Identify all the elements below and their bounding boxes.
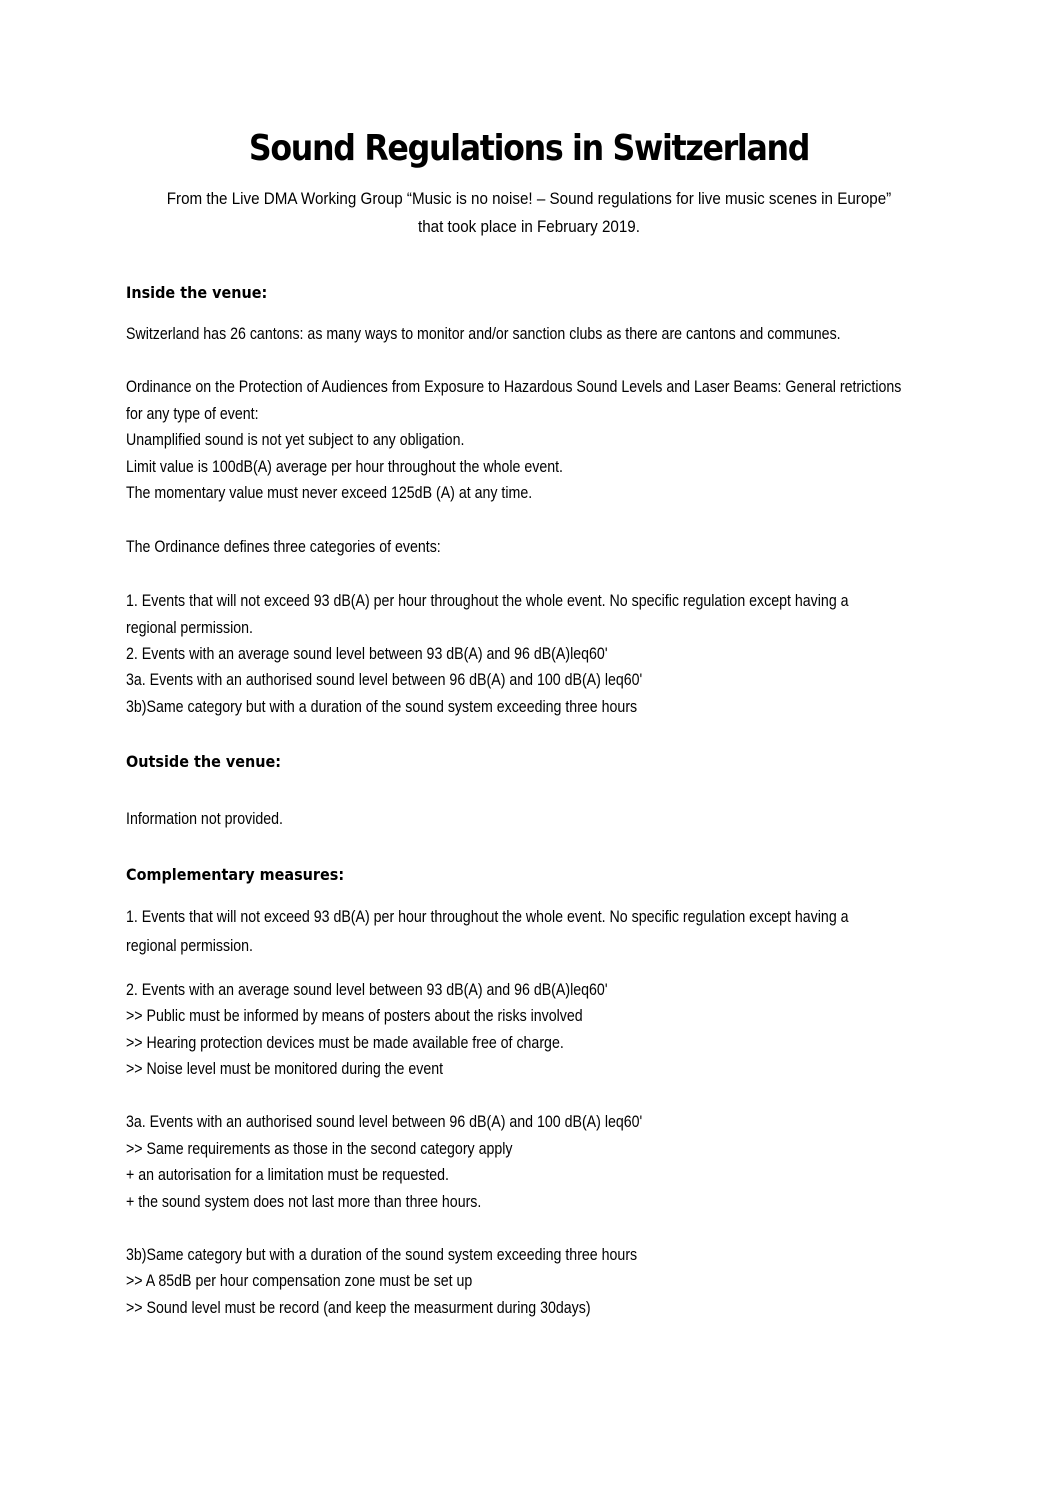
complementary-heading: Complementary measures: bbox=[126, 865, 345, 884]
measure-3a-item-1: >> Same requirements as those in the second category apply bbox=[126, 1140, 513, 1158]
limit-text: Limit value is 100dB(A) average per hour throughout the whole event. bbox=[126, 458, 564, 476]
category-1-line-1: 1. Events that will not exceed 93 dB(A) per hour throughout the whole event. No specific regulation except having a bbox=[126, 592, 849, 610]
category-2: 2. Events with an average sound level between 93 dB(A) and 96 dB(A)leq60' bbox=[126, 645, 608, 663]
outside-venue-text: Information not provided. bbox=[126, 810, 283, 828]
momentary-text: The momentary value must never exceed 125dB (A) at any time. bbox=[126, 484, 533, 502]
unamplified-text: Unamplified sound is not yet subject to any obligation. bbox=[126, 431, 465, 449]
measure-2-item-2: >> Hearing protection devices must be made available free of charge. bbox=[126, 1034, 564, 1052]
subtitle-line-2: that took place in February 2019. bbox=[418, 218, 640, 236]
measure-2-item-3: >> Noise level must be monitored during the event bbox=[126, 1060, 444, 1078]
subtitle-line-1: From the Live DMA Working Group “Music is no noise! – Sound regulations for live music scenes in Europe” bbox=[166, 190, 892, 208]
measure-3a: 3a. Events with an authorised sound level between 96 dB(A) and 100 dB(A) leq60' bbox=[126, 1113, 643, 1131]
categories-intro: The Ordinance defines three categories of events: bbox=[126, 538, 441, 556]
measure-3b: 3b)Same category but with a duration of the sound system exceeding three hours bbox=[126, 1246, 638, 1264]
ordinance-line-1: Ordinance on the Protection of Audiences from Exposure to Hazardous Sound Levels and Laser Beams: General retrictions bbox=[126, 378, 902, 396]
measure-3a-item-3: + the sound system does not last more than three hours. bbox=[126, 1193, 482, 1211]
measure-3a-item-2: + an autorisation for a limitation must be requested. bbox=[126, 1166, 450, 1184]
measure-3b-item-1: >> A 85dB per hour compensation zone must be set up bbox=[126, 1272, 473, 1290]
ordinance-line-2: for any type of event: bbox=[126, 405, 259, 423]
measure-1-line-1: 1. Events that will not exceed 93 dB(A) per hour throughout the whole event. No specific regulation except having a bbox=[126, 908, 849, 926]
page-title: Sound Regulations in Switzerland bbox=[248, 128, 810, 169]
cantons-text: Switzerland has 26 cantons: as many ways to monitor and/or sanction clubs as there are cantons and communes. bbox=[126, 325, 841, 343]
measure-1-line-2: regional permission. bbox=[126, 937, 253, 955]
category-3a: 3a. Events with an authorised sound level between 96 dB(A) and 100 dB(A) leq60' bbox=[126, 671, 643, 689]
measure-2-item-1: >> Public must be informed by means of posters about the risks involved bbox=[126, 1007, 583, 1025]
outside-venue-heading: Outside the venue: bbox=[126, 752, 282, 771]
measure-2: 2. Events with an average sound level between 93 dB(A) and 96 dB(A)leq60' bbox=[126, 981, 608, 999]
category-3b: 3b)Same category but with a duration of the sound system exceeding three hours bbox=[126, 698, 638, 716]
measure-3b-item-2: >> Sound level must be record (and keep the measurment during 30days) bbox=[126, 1299, 591, 1317]
inside-venue-heading: Inside the venue: bbox=[126, 283, 268, 302]
category-1-line-2: regional permission. bbox=[126, 619, 253, 637]
